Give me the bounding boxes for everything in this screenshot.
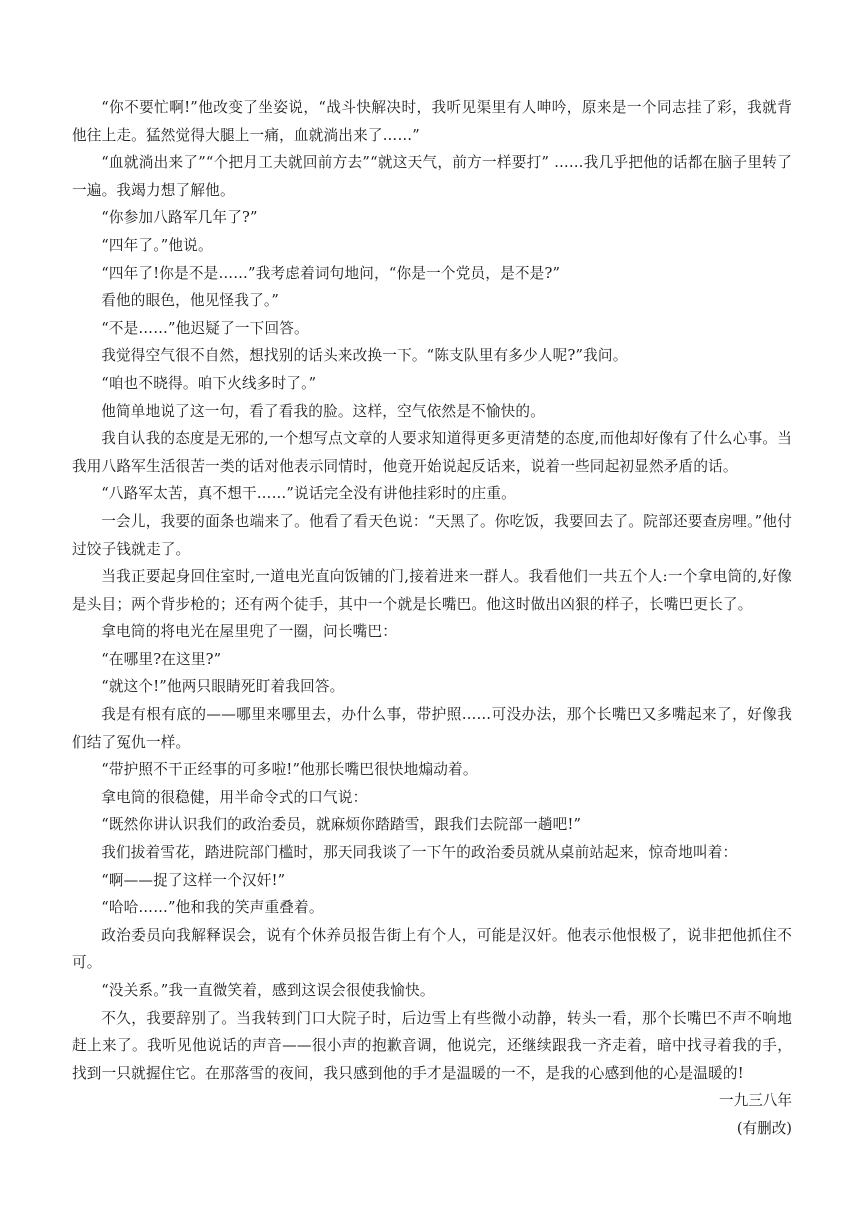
- paragraph: 拿电筒的很稳健，用半命令式的口气说：: [101, 788, 368, 806]
- paragraph: 他简单地说了这一句，看了看我的脸。这样，空气依然是不愉快的。: [101, 402, 546, 420]
- paragraph: “你不要忙啊!”他改变了坐姿说，“战斗快解决时，我听见渠里有人呻吟，原来是一个同志挂了彩，我就背他往上走。猛然觉得大腿上一痛，血就淌出来了……”: [72, 99, 792, 144]
- document-page: [72, 94, 792, 1143]
- paragraph: “四年了。”他说。: [101, 236, 213, 254]
- paragraph: “你参加八路军几年了?”: [101, 209, 258, 227]
- paragraph: 我觉得空气很不自然，想找别的话头来改换一下。“陈支队里有多少人呢?”我问。: [101, 347, 628, 365]
- paragraph: 拿电筒的将电光在屋里兜了一圈，问长嘴巴：: [101, 623, 398, 641]
- paragraph: 看他的眼色，他见怪我了。”: [101, 292, 280, 310]
- paragraph: “八路军太苦，真不想干……”说话完全没有讲他挂彩时的庄重。: [101, 485, 516, 503]
- paragraph: 不久，我要辞别了。当我转到门口大院子时，后边雪上有些微小动静，转头一看，那个长嘴巴不声不响地赶上来了。我听见他说话的声音——很小声的抱歉音调，他说完，还继续跟我一齐走着，暗中找寻着我的手，找到一只就握住它。在那落雪的夜间，我只感到他的手才是温暖的一不，是我的心感到他的心是温暖的!: [72, 1009, 792, 1082]
- paragraph: 我自认我的态度是无邪的,一个想写点文章的人要求知道得更多更清楚的态度,而他却好像有了什么心事。当我用八路军生活很苦一类的话对他表示同情时，他竟开始说起反话来，说着一些同起初显然矛盾的话。: [72, 430, 792, 475]
- date-line: 一九三八年: [719, 1092, 792, 1110]
- paragraph: “血就淌出来了”“个把月工夫就回前方去”“就这天气，前方一样要打” ……我几乎把他的话都在脑子里转了一遍。我竭力想了解他。: [72, 154, 792, 199]
- paragraph: “没关系。”我一直微笑着，感到这误会很使我愉快。: [101, 982, 435, 999]
- paragraph: “四年了!你是不是……”我考虑着词句地问，“你是一个党员，是不是?”: [101, 264, 561, 282]
- paragraph: “在哪里?在这里?”: [101, 650, 222, 668]
- paragraph: 我们拔着雪花，踏进院部门槛时，那天同我谈了一下午的政治委员就从桌前站起来，惊奇地叫着：: [101, 844, 738, 862]
- paragraph: “就这个!”他两只眼睛死盯着我回答。: [101, 678, 345, 696]
- paragraph: 我是有根有底的——哪里来哪里去，办什么事，带护照……可没办法，那个长嘴巴又多嘴起来了，好像我们结了冤仇一样。: [72, 706, 792, 751]
- paragraph: 政治委员向我解释误会，说有个休养员报告街上有个人，可能是汉奸。他表示他恨极了，说非把他抓住不可。: [72, 926, 792, 972]
- paragraph: 一会儿，我要的面条也端来了。他看了看天色说：“天黑了。你吃饭，我要回去了。院部还要查房哩。”他付过饺子钱就走了。: [72, 512, 792, 558]
- paragraph: “带护照不干正经事的可多啦!”他那长嘴巴很快地煽动着。: [101, 761, 478, 779]
- paragraph: 当我正要起身回住室时,一道电光直向饭铺的门,接着进来一群人。我看他们一共五个人:一个拿电筒的,好像是头目；两个背步枪的；还有两个徒手，其中一个就是长嘴巴。他这时做出凶狠的样子，长嘴巴更长了。: [72, 568, 792, 613]
- paragraph: “啊——捉了这样一个汉奸!”: [101, 871, 286, 889]
- paragraph: “咱也不晓得。咱下火线多时了。”: [101, 374, 317, 392]
- paragraph: “哈哈……”他和我的笑声重叠着。: [101, 899, 324, 917]
- paragraph: “不是……”他迟疑了一下回答。: [101, 319, 309, 337]
- edit-note: (有删改): [736, 1119, 792, 1137]
- paragraph: “既然你讲认识我们的政治委员，就麻烦你踏踏雪，跟我们去院部一趟吧!”: [101, 816, 582, 834]
